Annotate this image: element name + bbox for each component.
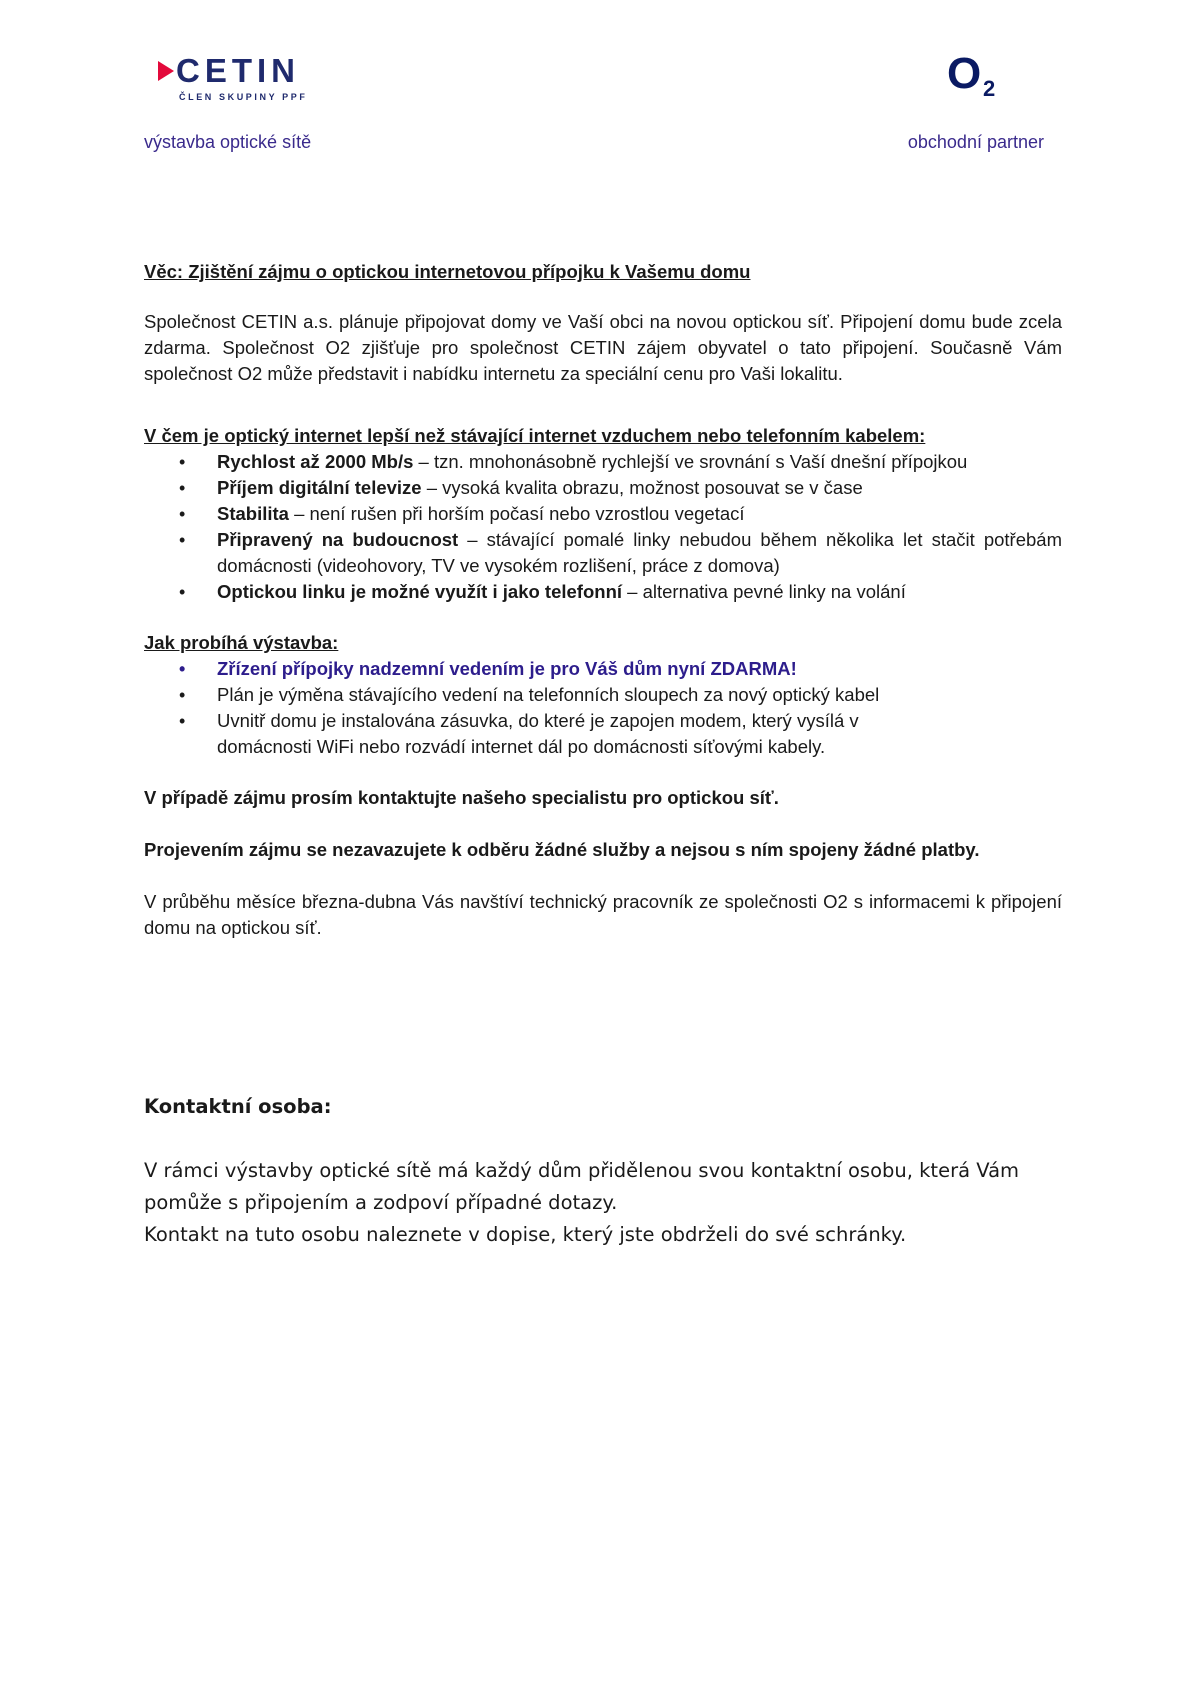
contact-paragraph: V rámci výstavby optické sítě má každý dům přidělenou svou kontaktní osobu, která Vám pomůže s připojením a zodpoví případné dotazy. <box>144 1159 1020 1214</box>
cetin-logo <box>158 52 318 106</box>
header-right-caption: obchodní partner <box>907 132 1044 152</box>
o2-logo-letter: O <box>947 49 982 98</box>
benefit-text: – není rušen při horším počasí nebo vzrostlou vegetací <box>288 503 745 524</box>
list-item <box>144 501 1062 527</box>
letter-subject: Věc: Zjištění zájmu o optickou internetovou přípojku k Vašemu domu <box>144 261 751 282</box>
interest-line: V případě zájmu prosím kontaktujte našeho specialistu pro optickou síť. <box>144 787 779 808</box>
benefit-title: Rychlost až 2000 Mb/s <box>217 451 414 472</box>
cetin-logo-word: CETIN <box>176 52 300 89</box>
benefit-text: – stávající pomalé linky nebudou během několika let stačit potřebám domácnosti (videohovory, TV ve vysokém rozlišení, práce z domova) <box>217 529 1062 576</box>
letter-body <box>144 259 1062 941</box>
list-item <box>144 527 1062 579</box>
contact-paragraph-2: Kontakt na tuto osobu naleznete v dopise, který jste obdrželi do své schránky. <box>144 1223 907 1246</box>
benefit-title: Optickou linku je možné využít i jako telefonní <box>217 581 623 602</box>
intro-paragraph: Společnost CETIN a.s. plánuje připojovat domy ve Vaší obci na novou optickou síť. Připojení domu bude zcela zdarma. Společnost O2 zjišťuje pro společnost CETIN zájem obyvatel o tato připojení. Současně Vám společnost O2 může představit i nabídku internetu za speciální cenu pro Vaši lokalitu. <box>144 311 1062 384</box>
construction-list <box>144 656 1062 760</box>
benefit-text: – alternativa pevné linky na volání <box>622 581 906 602</box>
o2-logo <box>947 49 1007 102</box>
list-item <box>144 449 1062 475</box>
cetin-logo-tagline: ČLEN SKUPINY PPF <box>179 92 308 102</box>
o2-logo-sub: 2 <box>983 76 996 101</box>
header-left-caption: výstavba optické sítě <box>144 132 312 152</box>
list-item: • Zřízení přípojky nadzemní vedením je pro Váš dům nyní ZDARMA! <box>144 656 1062 682</box>
contact-section <box>144 1091 1062 1251</box>
no-obligation-paragraph: Projevením zájmu se nezavazujete k odběru žádné služby a nejsou s ním spojeny žádné platby. <box>144 839 980 860</box>
list-item: • Plán je výměna stávajícího vedení na telefonních sloupech za nový optický kabel <box>144 682 1062 708</box>
list-item: • Uvnitř domu je instalována zásuvka, do které je zapojen modem, který vysílá v domácnosti WiFi nebo rozvádí internet dál po domácnosti síťovými kabely. <box>144 708 1062 760</box>
list-item <box>144 579 1062 605</box>
contact-heading: Kontaktní osoba: <box>144 1095 332 1118</box>
benefits-list <box>144 449 1062 605</box>
benefit-text: – vysoká kvalita obrazu, možnost posouvat se v čase <box>421 477 863 498</box>
benefit-title: Příjem digitální televize <box>217 477 422 498</box>
cetin-triangle-icon <box>158 61 174 81</box>
list-item <box>144 475 1062 501</box>
construction-heading: Jak probíhá výstavba: <box>144 632 339 653</box>
visit-note-paragraph: V průběhu měsíce března-dubna Vás navštíví technický pracovník ze společnosti O2 s informacemi k připojení domu na optickou síť. <box>144 891 1062 938</box>
benefits-heading: V čem je optický internet lepší než stávající internet vzduchem nebo telefonním kabelem: <box>144 425 926 446</box>
benefit-title: Připravený na budoucnost <box>217 529 459 550</box>
benefit-text: – tzn. mnohonásobně rychlejší ve srovnání s Vaší dnešní přípojkou <box>413 451 968 472</box>
benefit-title: Stabilita <box>217 503 289 524</box>
